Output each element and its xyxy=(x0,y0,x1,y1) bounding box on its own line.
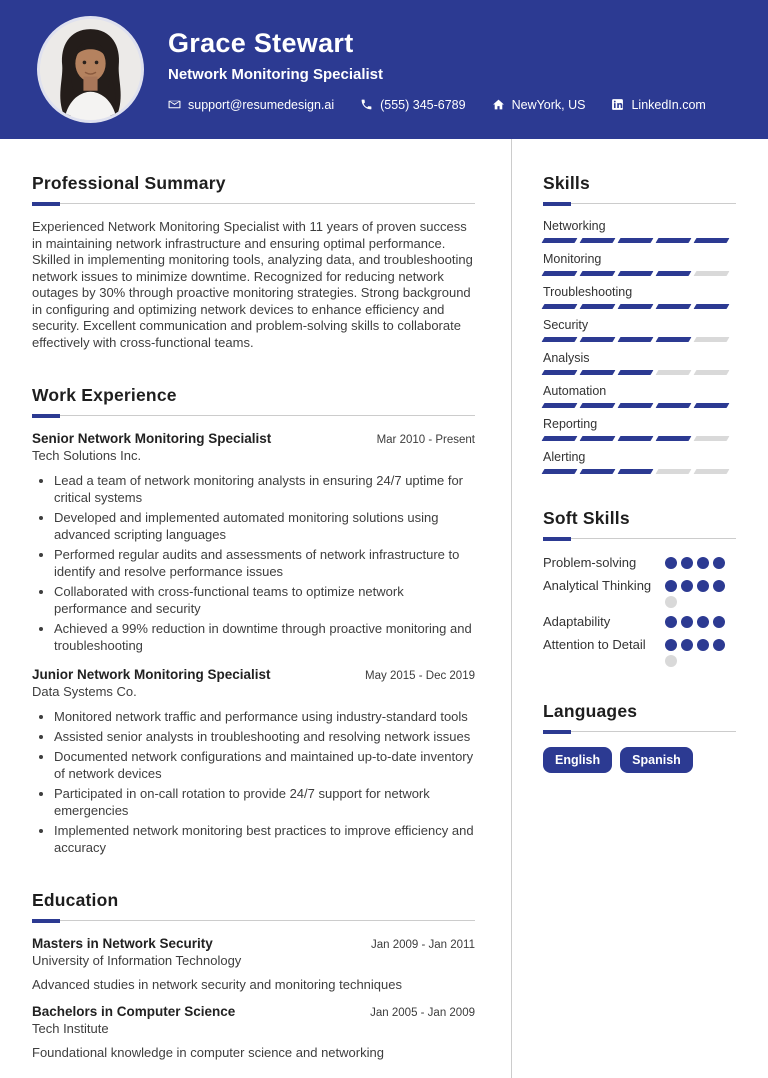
job-dates: May 2015 - Dec 2019 xyxy=(365,670,475,682)
skill-label: Troubleshooting xyxy=(543,285,633,299)
education-dates: Jan 2005 - Jan 2009 xyxy=(370,1007,475,1019)
soft-skill-item xyxy=(543,554,736,572)
person-name: Grace Stewart xyxy=(168,27,354,58)
skill-bar xyxy=(543,469,736,474)
soft-skill-label: Attention to Detail xyxy=(543,637,646,652)
skill-bar xyxy=(543,370,736,375)
job-dates: Mar 2010 - Present xyxy=(376,434,475,446)
job-bullet: • Collaborated with cross-functional teams to optimize network performance and security xyxy=(54,583,475,617)
skill-bar-segment xyxy=(694,337,730,342)
contact-phone[interactable] xyxy=(360,98,465,112)
skill-item xyxy=(543,351,736,375)
right-column xyxy=(511,139,768,1078)
education-header xyxy=(32,936,475,951)
skill-label: Analysis xyxy=(543,351,590,365)
heading-rule xyxy=(543,202,736,206)
skill-item xyxy=(543,219,736,243)
left-column xyxy=(0,139,511,1078)
skill-bar-segment xyxy=(656,469,692,474)
skill-bar-segment xyxy=(618,469,654,474)
soft-skills-heading: Soft Skills xyxy=(543,508,630,528)
skill-bar xyxy=(543,238,736,243)
rating-dot xyxy=(665,580,677,592)
linkedin-icon xyxy=(611,98,624,111)
resume-body xyxy=(0,139,768,1078)
skill-bar-segment xyxy=(580,304,616,309)
section-professional-summary xyxy=(32,173,475,351)
rating-dot xyxy=(697,639,709,651)
skill-bar-segment xyxy=(542,436,578,441)
person-job-title: Network Monitoring Specialist xyxy=(168,65,384,83)
job-title: Senior Network Monitoring Specialist xyxy=(32,431,272,446)
phone-icon xyxy=(360,98,373,111)
skill-label: Alerting xyxy=(543,450,586,464)
section-languages xyxy=(543,701,736,773)
soft-skill-label: Analytical Thinking xyxy=(543,578,652,593)
contact-email-text: support@resumedesign.ai xyxy=(188,97,335,112)
education-dates: Jan 2009 - Jan 2011 xyxy=(370,939,475,951)
skill-label: Monitoring xyxy=(543,252,602,266)
rating-dot xyxy=(681,639,693,651)
education-entry xyxy=(32,936,475,992)
soft-skill-dots xyxy=(665,577,731,608)
contact-location-text: NewYork, US xyxy=(511,97,586,112)
soft-skill-dots xyxy=(665,554,731,569)
language-badge: English xyxy=(543,747,612,773)
skill-bar-segment xyxy=(618,370,654,375)
skill-bar-segment xyxy=(542,271,578,276)
home-icon xyxy=(492,98,505,111)
skill-bar-segment xyxy=(542,304,578,309)
skill-label: Networking xyxy=(543,219,606,233)
skill-bar-segment xyxy=(580,403,616,408)
section-work-experience xyxy=(32,385,475,856)
education-header xyxy=(32,1004,475,1019)
rating-dot xyxy=(681,557,693,569)
rating-dot xyxy=(681,616,693,628)
soft-skill-dots xyxy=(665,636,731,667)
contact-phone-text: (555) 345-6789 xyxy=(380,97,466,112)
skill-bar-segment xyxy=(656,304,692,309)
job-header xyxy=(32,667,475,682)
rating-dot xyxy=(713,557,725,569)
job-bullet: • Performed regular audits and assessments of network infrastructure to identify and resolve performance issues xyxy=(54,546,475,580)
skill-bar-segment xyxy=(618,271,654,276)
school-name: University of Information Technology xyxy=(32,953,242,968)
experience-heading: Work Experience xyxy=(32,385,177,405)
section-skills xyxy=(543,173,736,474)
contact-row xyxy=(168,98,706,112)
skill-item xyxy=(543,384,736,408)
education-description: Advanced studies in network security and monitoring techniques xyxy=(32,977,402,992)
job-bullet: • Documented network configurations and maintained up-to-date inventory of network devices xyxy=(54,748,475,782)
job-bullet: • Lead a team of network monitoring analysts in ensuring 24/7 uptime for critical systems xyxy=(54,472,475,506)
rating-dot xyxy=(665,639,677,651)
skill-bar-segment xyxy=(580,238,616,243)
skill-list xyxy=(543,219,736,474)
skill-bar-segment xyxy=(618,403,654,408)
skill-bar-segment xyxy=(618,238,654,243)
job-entry xyxy=(32,667,475,856)
soft-skill-label: Adaptability xyxy=(543,614,611,629)
skill-bar-segment xyxy=(580,337,616,342)
job-bullet: • Participated in on-call rotation to provide 24/7 support for network emergencies xyxy=(54,785,475,819)
soft-skill-list xyxy=(543,554,736,667)
skill-bar-segment xyxy=(694,238,730,243)
skill-bar xyxy=(543,271,736,276)
job-bullet: • Implemented network monitoring best practices to improve efficiency and accuracy xyxy=(54,822,475,856)
skill-bar-segment xyxy=(618,304,654,309)
skill-item xyxy=(543,252,736,276)
skill-bar-segment xyxy=(656,370,692,375)
job-bullet-list xyxy=(32,708,475,856)
rating-dot xyxy=(713,616,725,628)
skill-bar xyxy=(543,337,736,342)
education-heading: Education xyxy=(32,890,119,910)
contact-linkedin-text: LinkedIn.com xyxy=(631,97,706,112)
skill-bar-segment xyxy=(694,370,730,375)
job-company: Tech Solutions Inc. xyxy=(32,448,142,463)
soft-skill-label: Problem-solving xyxy=(543,555,637,570)
school-name: Tech Institute xyxy=(32,1021,109,1036)
skill-bar-segment xyxy=(656,403,692,408)
heading-rule xyxy=(543,730,736,734)
section-education xyxy=(32,890,475,1060)
skill-bar-segment xyxy=(694,403,730,408)
skill-item xyxy=(543,450,736,474)
header xyxy=(0,0,768,139)
skill-bar-segment xyxy=(580,271,616,276)
skill-bar-segment xyxy=(580,436,616,441)
skill-bar xyxy=(543,403,736,408)
job-header xyxy=(32,431,475,446)
skills-heading: Skills xyxy=(543,173,590,193)
skill-bar-segment xyxy=(542,469,578,474)
skill-bar-segment xyxy=(580,469,616,474)
language-badge-list xyxy=(543,747,736,773)
rating-dot xyxy=(665,616,677,628)
rating-dot xyxy=(665,557,677,569)
section-soft-skills xyxy=(543,508,736,667)
rating-dot xyxy=(665,655,677,667)
skill-bar-segment xyxy=(542,337,578,342)
avatar xyxy=(40,19,141,120)
soft-skill-item xyxy=(543,577,736,608)
skill-bar xyxy=(543,436,736,441)
rating-dot xyxy=(697,557,709,569)
skill-bar-segment xyxy=(656,238,692,243)
rating-dot xyxy=(665,596,677,608)
skill-label: Automation xyxy=(543,384,607,398)
avatar-photo xyxy=(40,19,141,120)
summary-text: Experienced Network Monitoring Specialist with 11 years of proven success in maintaining network infrastructure and ensuring optimal performance. Skilled in implementing monitoring tools, analyzing data, and troubleshooting network issues to minimize downtime. Recognized for reducing network outages by 30% through proactive monitoring strategies. Strong background in configuring and optimizing network devices to enhance efficiency and security. Excellent communication and problem-solving skills to collaborate effectively with cross-functional teams. xyxy=(32,219,473,350)
job-title: Junior Network Monitoring Specialist xyxy=(32,667,271,682)
soft-skill-dots xyxy=(665,613,731,628)
job-bullet: • Developed and implemented automated monitoring solutions using advanced scripting languages xyxy=(54,509,475,543)
contact-location[interactable] xyxy=(492,98,586,112)
contact-email[interactable] xyxy=(168,98,334,112)
languages-heading: Languages xyxy=(543,701,638,721)
skill-bar-segment xyxy=(618,337,654,342)
skill-item xyxy=(543,417,736,441)
job-bullet: • Assisted senior analysts in troubleshooting and resolving network issues xyxy=(54,728,475,745)
skill-label: Security xyxy=(543,318,589,332)
summary-heading: Professional Summary xyxy=(32,173,226,193)
skill-bar-segment xyxy=(656,436,692,441)
job-bullet: • Achieved a 99% reduction in downtime through proactive monitoring and troubleshooting xyxy=(54,620,475,654)
skill-bar-segment xyxy=(542,403,578,408)
education-description: Foundational knowledge in computer science and networking xyxy=(32,1045,384,1060)
job-bullet: • Monitored network traffic and performance using industry-standard tools xyxy=(54,708,475,725)
skill-bar-segment xyxy=(694,469,730,474)
skill-bar-segment xyxy=(694,271,730,276)
soft-skill-item xyxy=(543,613,736,631)
rating-dot xyxy=(713,639,725,651)
rating-dot xyxy=(697,580,709,592)
skill-bar-segment xyxy=(580,370,616,375)
heading-rule xyxy=(32,414,475,418)
degree-title: Bachelors in Computer Science xyxy=(32,1004,236,1019)
degree-title: Masters in Network Security xyxy=(32,936,213,951)
rating-dot xyxy=(697,616,709,628)
skill-bar-segment xyxy=(656,337,692,342)
skill-bar-segment xyxy=(694,304,730,309)
skill-bar-segment xyxy=(542,370,578,375)
skill-bar-segment xyxy=(694,436,730,441)
soft-skill-item xyxy=(543,636,736,667)
skill-bar-segment xyxy=(656,271,692,276)
job-entry xyxy=(32,431,475,654)
skill-label: Reporting xyxy=(543,417,598,431)
skill-bar-segment xyxy=(618,436,654,441)
skill-bar-segment xyxy=(542,238,578,243)
heading-rule xyxy=(543,537,736,541)
education-list xyxy=(32,936,475,1060)
education-entry xyxy=(32,1004,475,1060)
skill-bar xyxy=(543,304,736,309)
skill-item xyxy=(543,285,736,309)
rating-dot xyxy=(713,580,725,592)
heading-rule xyxy=(32,202,475,206)
language-badge: Spanish xyxy=(620,747,693,773)
rating-dot xyxy=(681,580,693,592)
contact-linkedin[interactable] xyxy=(611,98,705,112)
job-bullet-list xyxy=(32,472,475,654)
email-icon xyxy=(168,98,181,111)
job-list xyxy=(32,431,475,856)
skill-item xyxy=(543,318,736,342)
heading-rule xyxy=(32,919,475,923)
job-company: Data Systems Co. xyxy=(32,684,137,699)
